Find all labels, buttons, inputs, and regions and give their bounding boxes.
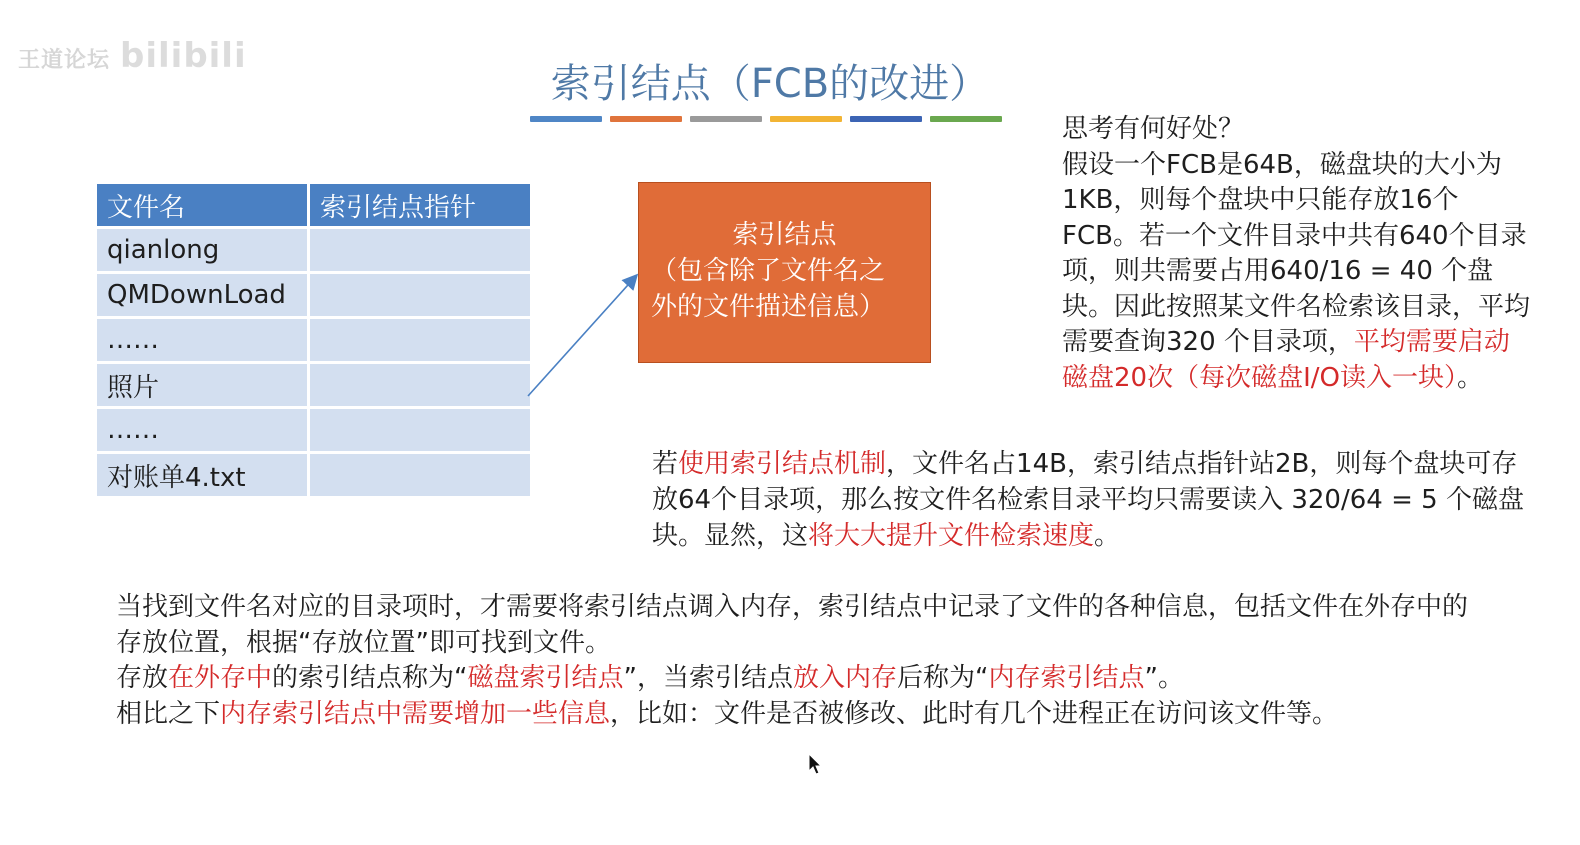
bottom-paragraph-3	[116, 697, 1476, 733]
p2-text-i: ”。	[1144, 663, 1185, 693]
table-cell-filename: ……	[96, 408, 309, 453]
think-body-end: 。	[1456, 362, 1483, 393]
table-row	[96, 318, 532, 363]
table-cell-pointer	[309, 228, 532, 273]
p3-text-c: ，比如：文件是否被修改、此时有几个进程正在访问该文件等。	[610, 698, 1339, 729]
think-question: 思考有何好处？	[1062, 114, 1245, 144]
bottom-paragraph-2	[116, 661, 1476, 697]
think-block	[1062, 112, 1532, 396]
bilibili-logo: bilibili	[120, 36, 247, 76]
index-text-3: 。	[1094, 521, 1121, 551]
underline-bar-2	[610, 116, 682, 122]
p2-text-e: ”，当索引结点	[623, 663, 794, 693]
table-row	[96, 228, 532, 273]
table-cell-pointer	[309, 408, 532, 453]
p2-highlight-d: 磁盘索引结点	[467, 663, 624, 693]
think-body-text: 假设一个FCB是64B，磁盘块的大小为1KB，则每个盘块中只能存放16个FCB。若一个文件目录中共有640个目录项，则共需要占用640/16 = 40 个盘块。因此按照某文件名检索该目录，平均需要查询320 个目录项，	[1062, 149, 1531, 357]
underline-bar-1	[530, 116, 602, 122]
inode-box-desc-line1: （包含除了文件名之	[651, 256, 886, 286]
p2-highlight-b: 在外存中	[168, 663, 273, 693]
mouse-cursor-icon	[808, 753, 824, 777]
table-cell-pointer	[309, 453, 532, 498]
table-cell-filename: 对账单4.txt	[96, 453, 309, 498]
p2-highlight-f: 放入内存	[793, 663, 898, 693]
p2-highlight-h: 内存索引结点	[988, 663, 1145, 693]
index-text-2: ，文件名占14B，索引结点指针站2B，则每个盘块可存放64个目录项，那么按文件名检索目录平均只需要读入 320/64 = 5 个磁盘块。显然，这	[652, 449, 1524, 551]
header-filename: 文件名	[96, 183, 309, 228]
table-cell-filename: qianlong	[96, 228, 309, 273]
bottom-notes	[116, 590, 1476, 732]
title-underline-bars	[530, 116, 1002, 122]
p2-text-c: 的索引结点称为“	[272, 663, 468, 693]
table-row	[96, 453, 532, 498]
index-highlight-1: 使用索引结点机制	[678, 449, 887, 479]
table-cell-filename: 照片	[96, 363, 309, 408]
directory-table	[94, 181, 533, 499]
think-body	[1062, 148, 1532, 397]
underline-bar-4	[770, 116, 842, 122]
inode-box	[638, 182, 931, 363]
table-cell-pointer	[309, 318, 532, 363]
underline-bar-6	[930, 116, 1002, 122]
table-row	[96, 363, 532, 408]
p2-text-g: 后称为“	[897, 663, 989, 693]
bottom-paragraph-1: 当找到文件名对应的目录项时，才需要将索引结点调入内存，索引结点中记录了文件的各种信息，包括文件在外存中的存放位置，根据“存放位置”即可找到文件。	[116, 592, 1469, 658]
table-cell-filename: ……	[96, 318, 309, 363]
table-cell-pointer	[309, 273, 532, 318]
table-cell-filename: QMDownLoad	[96, 273, 309, 318]
table-row	[96, 408, 532, 453]
watermark	[18, 36, 247, 76]
slide-title: 索引结点（FCB的改进）	[550, 61, 990, 107]
watermark-text: 王道论坛	[18, 48, 111, 73]
underline-bar-5	[850, 116, 922, 122]
table-cell-pointer	[309, 363, 532, 408]
inode-box-desc-line2: 外的文件描述信息）	[651, 292, 886, 322]
index-highlight-2: 将大大提升文件检索速度	[808, 521, 1095, 551]
underline-bar-3	[690, 116, 762, 122]
table-row	[96, 273, 532, 318]
p2-text-a: 存放	[116, 663, 169, 693]
think-body-highlight: 平均需要启动磁盘20次（每次磁盘I/O读入一块）	[1062, 327, 1510, 393]
index-mechanism-paragraph	[652, 446, 1532, 554]
p3-text-a: 相比之下	[116, 698, 221, 729]
header-inode-pointer: 索引结点指针	[309, 183, 532, 228]
inode-box-title: 索引结点	[732, 220, 837, 250]
table-header-row	[96, 183, 532, 228]
p3-highlight-b: 内存索引结点中需要增加一些信息	[220, 698, 611, 729]
index-text-1: 若	[652, 449, 679, 479]
